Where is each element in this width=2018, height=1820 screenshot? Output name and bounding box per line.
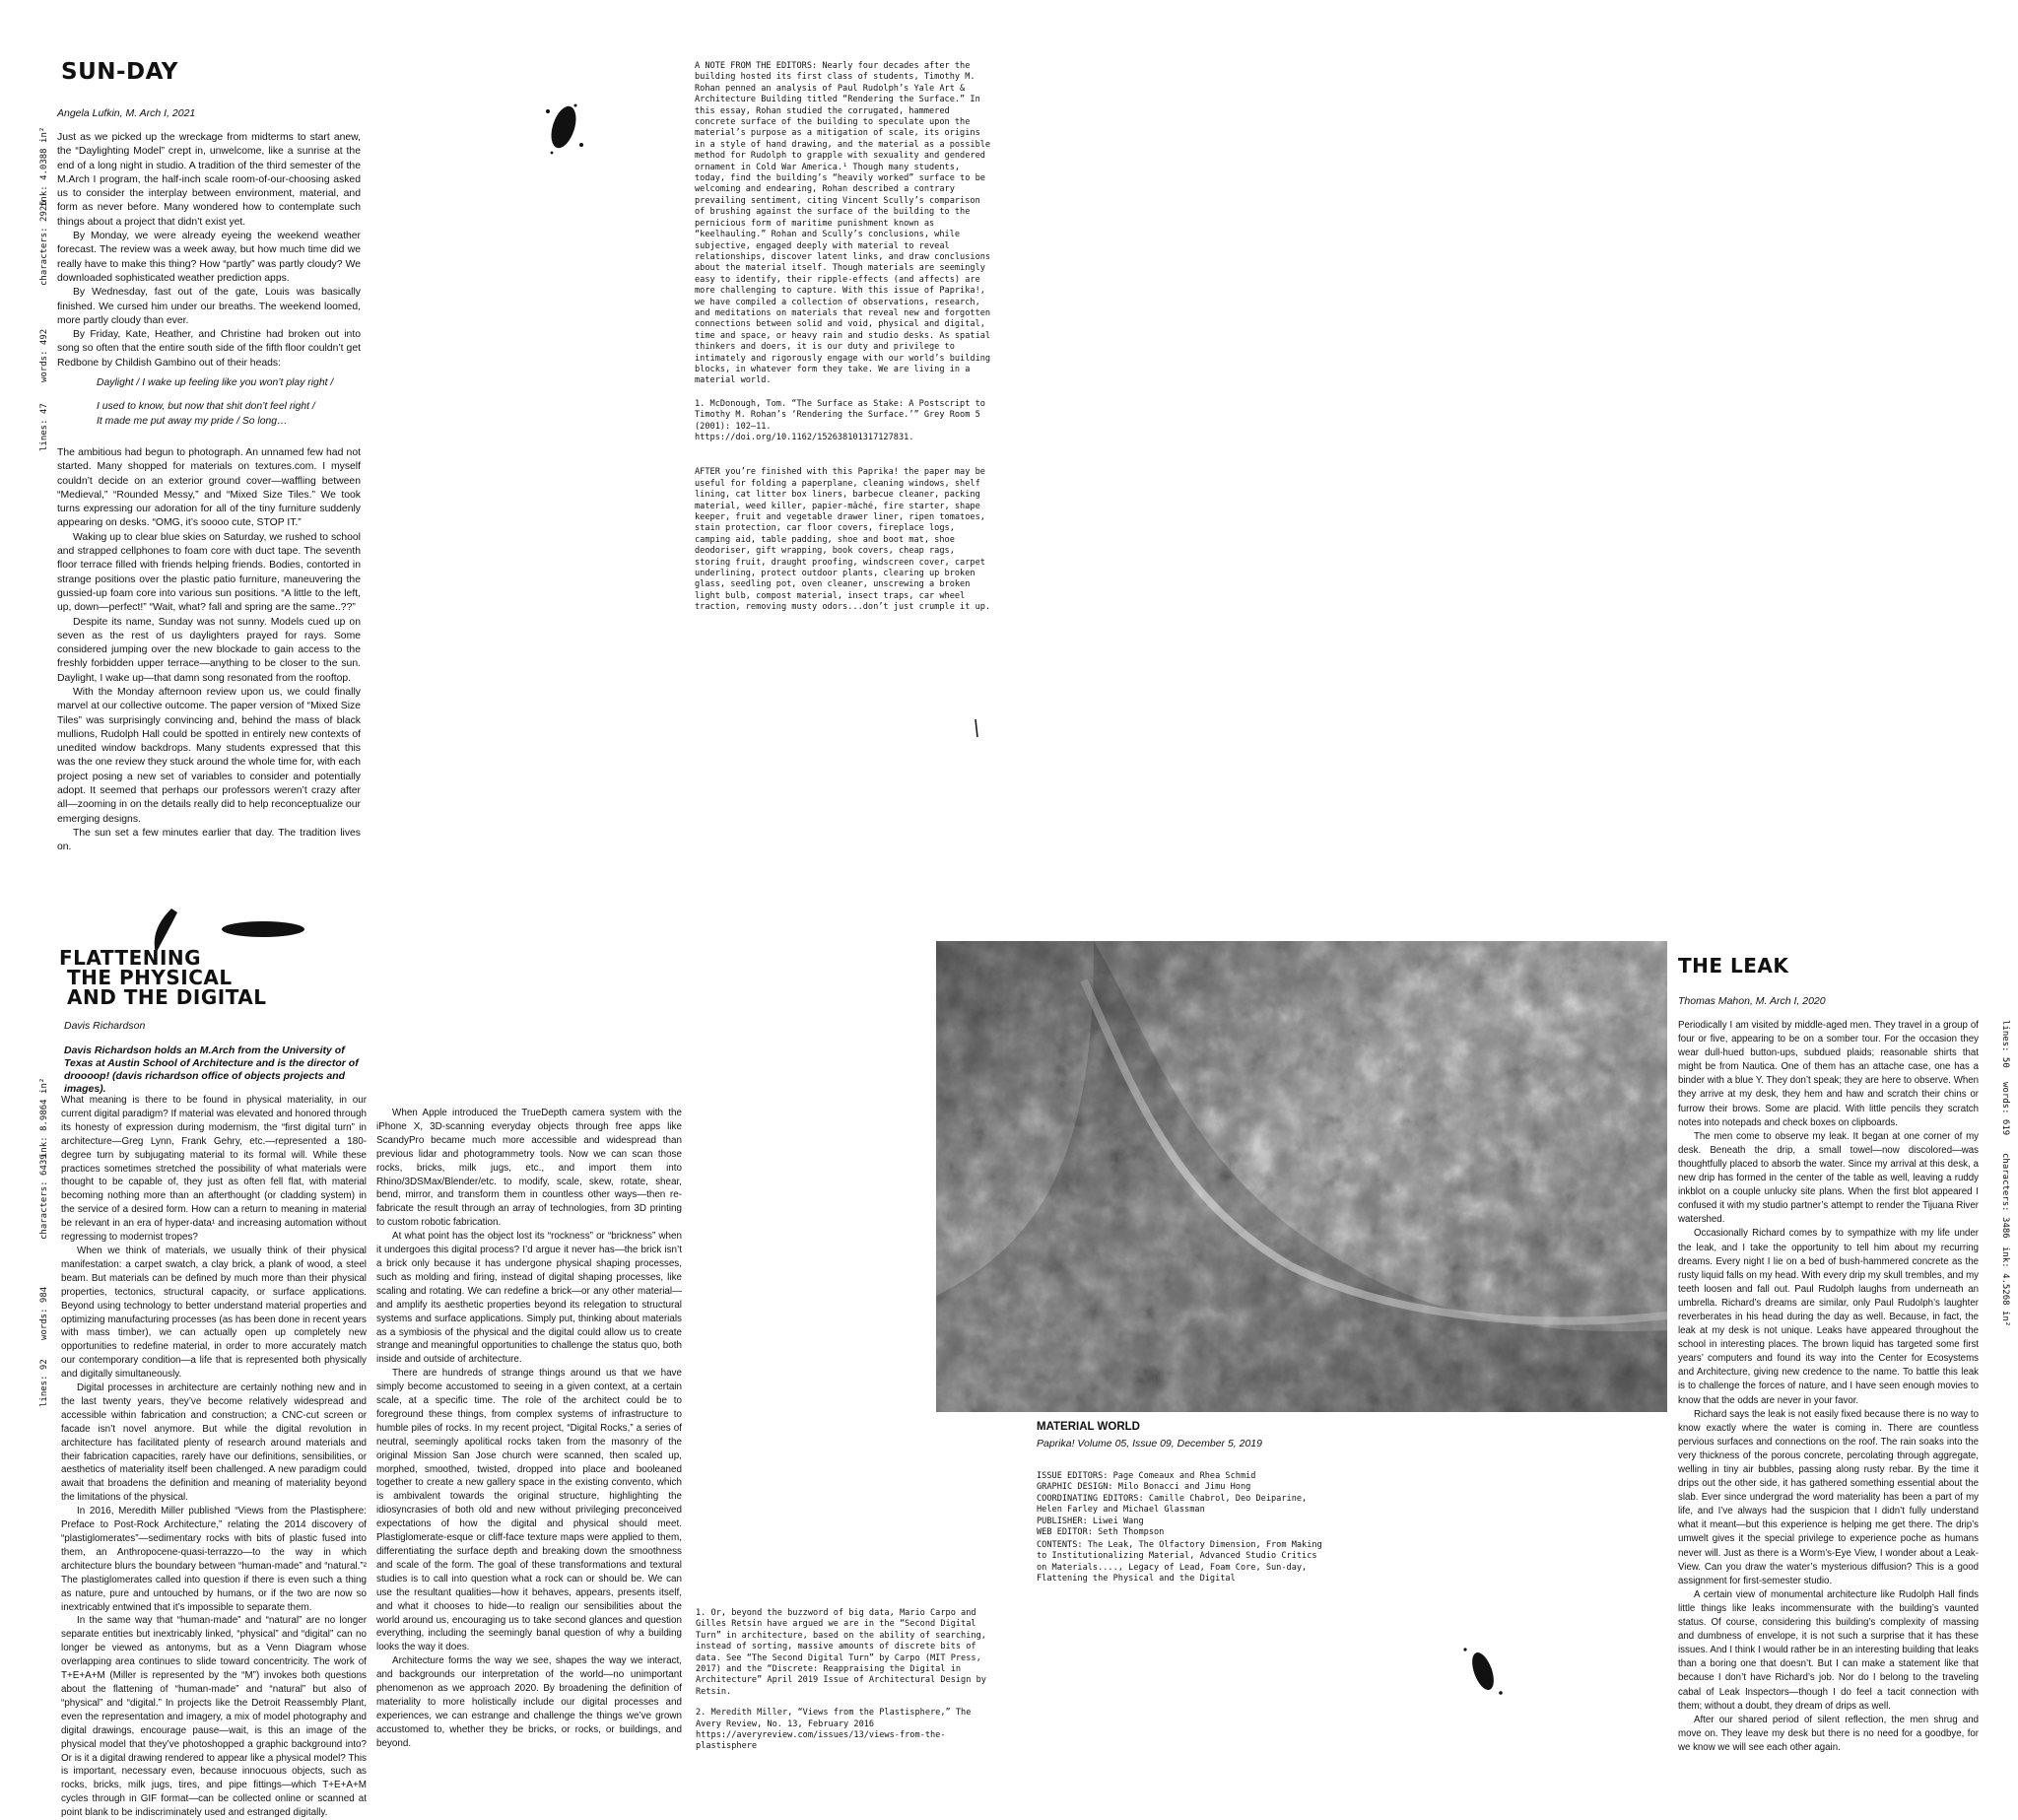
flattening-paragraph: In 2016, Meredith Miller published “Views from the Plastisphere: Preface to Post-Rock Architecture,” relating the 2014 discovery of “plastiglomerates”—sedimentary rocks with bits of plastic fused into them, an Anthropocene-quasi-terrazzo—to the way in which architecture blurs the boundary between “human-made” and “natural.”² The plastiglomerates called into question if there is even such a thing as nature, pure and untouched by humans, or if the two are now so inextricably entwined that it’s impossible to separate them. <box>61 1506 367 1613</box>
leak-byline: Thomas Mahon, M. Arch I, 2020 <box>1678 995 1826 1007</box>
leak-paragraph: Occasionally Richard comes by to sympathize with my life under the leak, and I take the opportunity to tell him about my recurring dreams. Every night I lie on a bed of bush-hammered concrete as the rusty liquid falls on my head. With every drip my skull trembles, and my teeth loosen and fall out. Paul Rudolph laughs from underneath an umbrella. Richard’s dreams are similar, only Paul Rudolph’s laughter reverberates in his head during the day as well. Because, in fact, the leak at my desk is not unique. Leaks have appeared throughout the school in interesting places. The brown liquid has targeted some first years’ computers and found its way into the Center for Ecosystems and Architecture, giving new credence to the name. To battle this leak is to challenge the forces of nature, and I have seen enough movies to know that the odds are never in your favor. <box>1678 1228 1979 1406</box>
author-bio: Davis Richardson holds an M.Arch from the University of Texas at Austin School of Architecture and is the director of droooop! (davis richardson office of objects projects and images). <box>64 1045 359 1095</box>
flattening-paragraph: When we think of materials, we usually think of their physical manifestation: a carpet swatch, a clay brick, a plank of wood, a steel beam. But materials can be defined by much more than their physical properties, tectonics, structural capacity, or surface applications. Beyond using technology to better understand material properties and optimizing manufacturing processes (as has been done in recent years with mass timber), we can actually open up completely new opportunities to redefine material, in order to more accurately match our contemporary condition—a life that is represented both physically and digitally simultaneously. <box>61 1245 367 1381</box>
flattening-footnotes <box>696 1608 996 1753</box>
leak-paragraph: Periodically I am visited by middle-aged men. They travel in a group of four or five, appearing to be on a somber tour. For the occasion they wear dull-hued button-ups, subdued plaids; reasonable shirts that might be from Nautica. One of them has an attache case, one has a binder with a blue Y. They don’t speak; they are here to observe. When they arrive at my desk, they hem and haw and scratch their chins or furrow their brows. Some are placid. With little pencils they scratch notes into notepads and check boxes on clipboards. <box>1678 1020 1979 1128</box>
sunday-paragraph: The sun set a few minutes earlier that day. The tradition lives on. <box>57 827 361 853</box>
flattening-paragraph: At what point has the object lost its “rockness” or “brickness” when it undergoes this digital process? I’d argue it never has—the brick isn’t a brick only because it has undergone physical shaping processes, such as molding and firing, instead of digital shaping processes, like scaling and rotating. We can redefine a brick—or any other material—and amplify its aesthetic properties beyond its relegation to structural systems and surface applications. Simply put, thinking about materials as a symbiosis of the physical and the digital could allow us to create strange and meaningful opportunities to challenge the status quo, both inside and outside of architecture. <box>376 1231 682 1366</box>
leak-body <box>1678 1019 1979 1755</box>
leak-paragraph: Richard says the leak is not easily fixed because there is no way to know exactly where the water is coming in. There are countless pervious surfaces and connections on the roof. The rain soaks into the very thickness of the porous concrete, percolating through aggregate, welling in tiny air bubbles, passing along rusty rebar. By the time it drips out the other side, it has gathered something essential about the slab. Ever since undergrad the word materiality has been a part of my life, and I’ve always had the suspicion that I didn’t fully understand what it meant—but this experience is helping me get there. The drip’s umwelt gives it the special privilege to experience poche as humans never will. Just as there is a Worm’s-Eye View, I wonder about a Leak-View. Can you draw the water’s mysterious diffusion? This is a good assignment for first-semester studio. <box>1678 1408 1979 1586</box>
sunday-paragraph: By Wednesday, fast out of the gate, Louis was basically finished. We cursed him under our breaths. The weekend loomed, more partly cloudy than ever. <box>57 287 361 326</box>
title-line: THE PHYSICAL <box>67 966 233 989</box>
flattening-paragraph: Digital processes in architecture are certainly nothing new and in the last twenty years, they’ve become relatively widespread and accessible within fabrication and construction; a CNC-cut screen or facade isn’t novel anymore. But while the digital revolution in architecture has facilitated plenty of research around materials and their fabrication capacities, rarely have our definitions, sensibilities, or aesthetics of materiality itself been challenged. A new paradigm could await that broadens the definition and meaning of materiality beyond the limitations of the physical. <box>61 1382 367 1504</box>
sunday-lines-stat: lines: 47 <box>39 403 49 451</box>
lyric-line: Daylight / I wake up feeling like you won’t play right / <box>97 377 334 389</box>
flattening-characters-stat: characters: 6439 <box>39 1154 49 1240</box>
concrete-texture-image <box>936 941 1667 1412</box>
flattening-paragraph: Architecture forms the way we see, shapes the way we interact, and backgrounds our interpretation of the world—no unimportant phenomenon as we approach 2020. By broadening the definition of materiality to more holistically include our digital processes and experiences, we can estrange and challenge the things we’ve grown accustomed to, whether they be bricks, or rocks, or buildings, and beyond. <box>376 1655 682 1749</box>
ink-splatter <box>1453 1636 1513 1705</box>
leak-paragraph: The men come to observe my leak. It began at one corner of my desk. Beneath the drip, a small towel—now discolored—was thoughtfully placed to absorb the water. Since my arrival at this desk, a new drip has formed in the center of the table as well, leaving a ruddy inkblot on a couple unlucky site plans. When the first blot appeared I confused it with my studio partner’s attempt to render the Tijuana River watershed. <box>1678 1130 1979 1226</box>
flattening-column-1 <box>61 1094 367 1820</box>
sunday-body <box>57 131 361 855</box>
flattening-paragraph: In the same way that “human-made” and “natural” are no longer separate entities but inextricably linked, “physical” and “digital” can no longer be viewed as antonyms, but as a Venn Diagram whose overlapping area continues to slide toward concentricity. The work of T+E+A+M (Miller is represented by the “M”) invokes both questions about the flattening of “human-made” and “natural” but also of “physical” and “digital.” In projects like the Detroit Reassembly Plant, even the representation and imagery, a mix of model photography and digital drawings, encourage pause—wait, is this an image of the physical model that they’ve photoshopped a graphic background into? Or is it a digital drawing rendered to appear like a physical model? This is important, necessary even, because innocuous objects, such as rocks, bricks, milk jugs, tires, and pipe fittings—which T+E+A+M cycles through in GIF format—can be collected online or scanned at point blank to be indiscriminately used and estranged digitally. <box>61 1615 367 1819</box>
issue-credits: ISSUE EDITORS: Page Comeaux and Rhea Schmid GRAPHIC DESIGN: Milo Bonacci and Jimu Hong COORDINATING EDITORS: Camille Chabrol, Deo Deiparine, Helen Farley and Michael Glassman PUBLISHER: Liwei Wang WEB EDITOR: Seth Thompson <box>1037 1471 1308 1538</box>
leak-characters-stat: characters: 3486 <box>2000 1153 2010 1239</box>
leak-lines-stat: lines: 50 <box>2000 1020 2010 1068</box>
issue-subtitle: Paprika! Volume 05, Issue 09, December 5, 2019 <box>1037 1438 1262 1449</box>
sunday-characters-stat: characters: 2926 <box>39 200 49 286</box>
sunday-title: SUN-DAY <box>61 59 178 85</box>
sunday-paragraph: Just as we picked up the wreckage from midterms to start anew, the “Daylighting Model” crept in, unwelcome, like a sunrise at the end of a long night in studio. A tradition of the third semester of the M.Arch I program, the half-inch scale room-of-our-choosing asked us to consider the interplay between environment, material, and form as never before. Many wondered how to contemplate such things about a project that didn’t exist yet. <box>57 132 361 228</box>
sunday-ink-stat: ink: 4.0388 in² <box>39 126 49 207</box>
issue-contents: CONTENTS: The Leak, The Olfactory Dimension, From Making to Institutionalizing Material, Advanced Studio Critics on Materials...., Legacy of Lead, Foam Core, Sun-day, Flattening the Physical and the Digital <box>1037 1540 1322 1584</box>
lyric-line: It made me put away my pride / So long… <box>97 415 288 427</box>
flattening-paragraph: There are hundreds of strange things around us that we have simply become accustomed to seeing in a given context, at a certain scale, at a specific time. The role of the architect could be to foreground these things, from complex systems of infrastructure to humble piles of rocks. In my recent project, “Digital Rocks,” a series of neutral, seemingly apolitical rocks taken from the masonry of the original Mission San Jose church were scanned, then scaled up, morphed, smoothed, twisted, dropped into place and booleaned together to create a new gallery space in the existing convento, which is ambivalent towards the original structure, highlighting the idiosyncrasies of both old and new without privileging preconceived expectations of how the digital and physical should meet. Plastiglomerate-esque or cliff-face texture maps were applied to them, differentiating the surface depth and breaking down the smoothness and scale of the form. The goal of these transformations and textural studies is to call into question what a rock can or should be. We can use the resultant qualities—how it behaves, appears, presents itself, and what it chooses to hide—to realign our sensibilities about the world around us, encouraging us to take second glances and question everything, including the seemingly banal question of why a building looks the way it does. <box>376 1368 682 1653</box>
concrete-texture-photo <box>936 941 1667 1412</box>
flattening-lines-stat: lines: 92 <box>39 1359 49 1407</box>
editors-note-text: A NOTE FROM THE EDITORS: Nearly four decades after the building hosted its first class of students, Timothy M. Rohan penned an analysis of Paul Rudolph’s Yale Art & Architecture Building titled “Rendering the Surface.” In this essay, Rohan studied the corrugated, hammered concrete surface of the building to speculate upon the material’s purpose as a mitigation of scale, its origins in a style of hand drawing, and the material as a possible method for Rudolph to grapple with sexuality and gendered ornament in Cold War America.¹ Though many students, today, find the building’s “heavily worked” surface to be welcoming and endearing, Rohan described a contrary prevailing sentiment, citing Vincent Scully’s comparison of brushing against the surface of the building to the pernicious form of maritime punishment known as “keelhauling.” Rohan and Scully’s conclusions, while subjective, engaged deeply with material to reveal relationships, discover latent links, and draw conclusions about the material itself. Though materials are seemingly easy to identify, their ripple-effects (and affects) are more challenging to capture. With this issue of Paprika!, we have compiled a collection of observations, research, and meditations on materials that reveal new and forgotten connections between solid and void, physical and digital, time and space, or heavy rain and studio desks. As spatial thinkers and doers, it is our duty and privilege to intimately and rigorously engage with our world’s building blocks, in whatever form they take. We are living in a material world. <box>695 61 991 386</box>
sunday-paragraph: By Friday, Kate, Heather, and Christine had broken out into song so often that the entire south side of the fifth floor couldn’t get Redbone by Childish Gambino out of their heads: <box>57 329 361 369</box>
after-use-list: AFTER you’re finished with this Paprika! the paper may be useful for folding a paperplane, cleaning windows, shelf lining, cat litter box liners, barbecue cleaner, packing material, weed killer, papier-mâché, fire starter, shape keeper, fruit and vegetable drawer liner, ripen tomatoes, stain protection, car floor covers, fireplace logs, camping aid, table padding, shoe and boot mat, shoe deodoriser, gift wrapping, book covers, cheap rags, storing fruit, draught proofing, windscreen cover, carpet underlining, protect outdoor plants, clearing up broken glass, seedling pot, oven cleaner, unscrewing a broken light bulb, compost material, insect traps, car wheel traction, removing musty odors...don’t just crumple it up. <box>695 467 991 613</box>
flattening-paragraph: When Apple introduced the TrueDepth camera system with the iPhone X, 3D-scanning everyday objects through free apps like ScandyPro became much more accessible and widespread than previous lidar and photogrammetry tools. Now we can scan those rocks, bricks, milk jugs, etc., and import them into Rhino/3DSMax/Blender/etc. to modify, scale, skew, rotate, shear, bend, mirror, and transform them in countless other ways—then re-fabricate the result through an array of technologies, from 3D printing to custom robotic fabrication. <box>376 1108 682 1229</box>
sunday-byline: Angela Lufkin, M. Arch I, 2021 <box>57 107 196 119</box>
sunday-paragraph: The ambitious had begun to photograph. An unnamed few had not started. Many shopped for materials on textures.com. I myself couldn’t decide on an exterior ground cover—waffling between “Medieval,” “Rounded Messy,” and “Mixed Size Tiles.” We took turns expressing our adoration for all of the tiny furniture suddenly appearing on desks. “OMG, it’s soooo cute, STOP IT.” <box>57 446 361 529</box>
leak-ink-stat: ink: 4.5268 in² <box>2000 1247 2010 1327</box>
leak-paragraph: A certain view of monumental architecture like Rudolph Hall finds little things like leaks incommensurate with the building’s vaunted status. Of course, considering this building’s complexity of massing and dumbness of envelope, it is not such a surprise that it has these issues. And I think I would rather be in an interesting building that leaks than a boring one that doesn’t. But I can make a statement like that because I don’t have Richard’s job. Nor do I belong to the traveling cabal of Leak Inspectors—though I do feel a tacit connection with them; without a doubt, they dream of drips as well. <box>1678 1588 1979 1712</box>
flattening-byline: Davis Richardson <box>64 1020 146 1032</box>
flattening-title <box>59 948 267 1007</box>
sunday-paragraph: Despite its name, Sunday was not sunny. Models cued up on seven as the rest of us daylighters prayed for rays. Some considered jumping over the new blockade to gain access to the freshly forbidden upper terrace—anything to be closer to the sun. Daylight, I wake up—that damn song resonated from the rooftop. <box>57 616 361 684</box>
ink-smear <box>219 916 307 942</box>
issue-title: MATERIAL WORLD <box>1037 1421 1140 1433</box>
ink-mark <box>974 719 979 739</box>
sunday-paragraph: By Monday, we were already eyeing the weekend weather forecast. The review was a week away, but how much time did we really have to make this thing? How “partly” was partly cloudy? We downloaded sophisticated weather prediction apps. <box>57 231 361 284</box>
sunday-words-stat: words: 492 <box>39 328 49 382</box>
footnote: 1. Or, beyond the buzzword of big data, Mario Carpo and Gilles Retsin have argued we are in the “Second Digital Turn” in architecture, based on the ability of searching, instead of sorting, massive amounts of discrete bits of data. See “The Second Digital Turn” by Carpo (MIT Press, 2017) and the “Discrete: Reappraising the Digital in Architecture” April 2019 Issue of Architectural Design by Retsin. <box>696 1608 986 1697</box>
sunday-paragraph: With the Monday afternoon review upon us, we could finally marvel at our collective outcome. The paper version of “Mixed Size Tiles” was surprisingly convincing and, behind the mass of black mullions, Rudolph Hall could be spotted in entirely new contexts of unedited window backdrops. Many students expressed that this was the one review they stuck around the whole time for, with each project posing a new set of variables to consider and potentially adopt. It seemed that perhaps our professors weren’t crazy after all—zooming in on the details really did to help reconceptualize our emerging designs. <box>57 686 361 825</box>
editors-note <box>695 61 995 614</box>
flattening-ink-stat: ink: 8.9864 in² <box>39 1077 49 1158</box>
lyric-line: I used to know, but now that shit don’t feel right / <box>97 401 315 413</box>
leak-paragraph: After our shared period of silent reflection, the men shrug and move on. They leave my desk but there is no need for a goodbye, for we know we will see each other again. <box>1678 1714 1979 1753</box>
flattening-column-2 <box>376 1107 682 1751</box>
title-line: FLATTENING <box>59 946 202 970</box>
leak-words-stat: words: 619 <box>2000 1082 2010 1136</box>
footnote: 2. Meredith Miller, “Views from the Plastisphere,” The Avery Review, No. 13, February 2016 https://averyreview.com/issues/13/views-from-the-plastisphere <box>696 1708 972 1752</box>
ink-splatter <box>532 94 591 163</box>
sunday-paragraph: Waking up to clear blue skies on Saturday, we rushed to school and strapped cellphones to foam core with duct tape. The seventh floor terrace filled with friends helping friends. Bodies, contorted in strange positions over the plastic patio furniture, maneuvering the gussied-up foam core into various sun positions. “A little to the left, up, down—perfect!” “Wait, what? fall and spring are the same..??” <box>57 531 361 614</box>
flattening-words-stat: words: 984 <box>39 1286 49 1340</box>
title-line: AND THE DIGITAL <box>67 985 267 1009</box>
editors-footnote: 1. McDonough, Tom. “The Surface as Stake: A Postscript to Timothy M. Rohan’s ‘Rendering the Surface.’” Grey Room 5 (2001): 102–11. https://doi.org/10.1162/152638101317127831. <box>695 398 985 442</box>
leak-title: THE LEAK <box>1678 954 1789 977</box>
flattening-paragraph: What meaning is there to be found in physical materiality, in our current digital paradigm? If material was elevated and honored through its honesty of expression during modernism, the “first digital turn” in architecture—Greg Lynn, Frank Gehry, etc.—represented a 180-degree turn by subjugating material to its formal will. While these practices sometimes stretched the possibility of what materials were thought to be capable of, they just as often fell flat, with material becoming nothing more than an afterthought (or cladding system) in the service of a desired form. How can a return to meaning in material be relevant in an era of hyper-data¹ and increasing automation without regressing to modernist tropes? <box>61 1095 367 1244</box>
